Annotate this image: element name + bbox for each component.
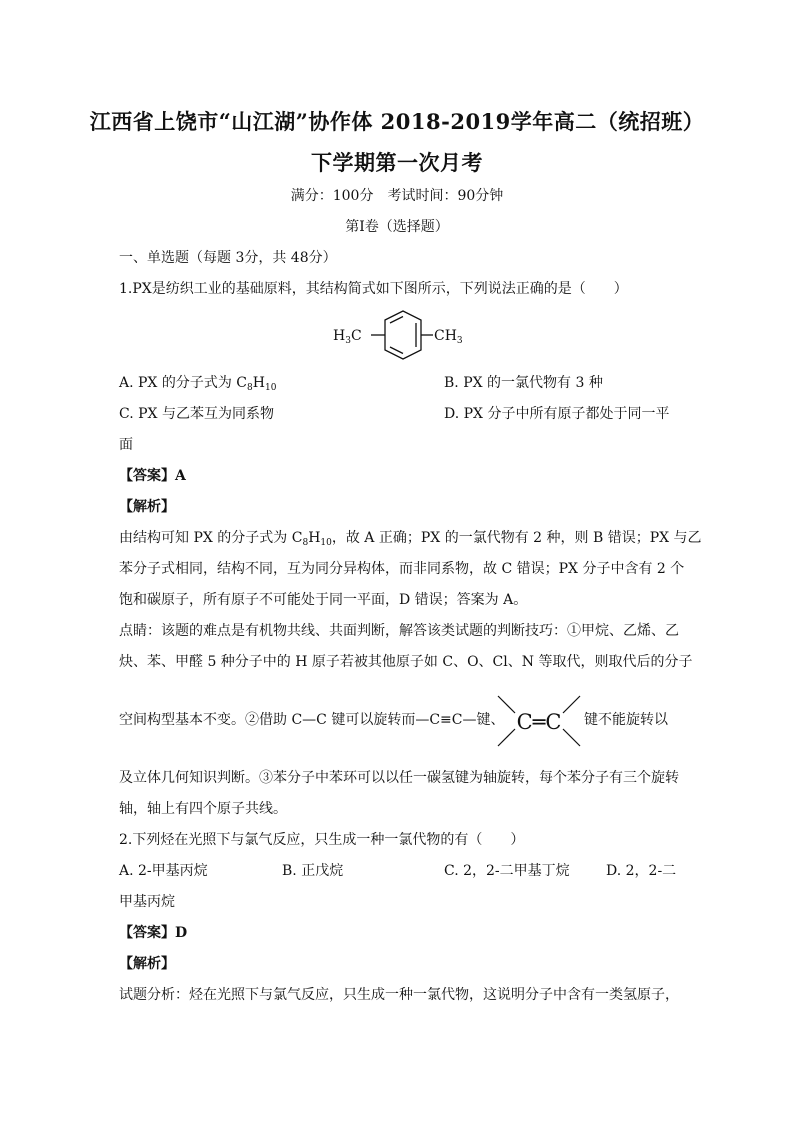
q2-answer: 【答案】D [119, 925, 188, 941]
left-methyl-label: $H_3C$ [333, 328, 362, 346]
px-structure-figure [325, 309, 475, 367]
right-methyl-label: $CH_3$ [434, 328, 463, 346]
q1-analysis-line-1: 由结构可知 PX 的分子式为 $C_8H_{10}$，故 A 正确；PX 的一氯代物有 2 种，则 B 错误；PX 与乙 [119, 530, 702, 548]
q1-tip-line-4: 及立体几何知识判断。③苯分子中苯环可以以任一碳氢键为轴旋转，每个苯分子有三个旋转 [119, 770, 679, 786]
q1-analysis-line-3: 饱和碳原子，所有原子不可能处于同一平面，D 错误；答案为 A。 [119, 592, 528, 608]
q1-option-b: B. PX 的一氯代物有 3 种 [444, 375, 603, 391]
question-1-stem: 1.PX是纺织工业的基础原料，其结构简式如下图所示，下列说法正确的是（ ） [119, 281, 628, 297]
q1-option-c: C. PX 与乙苯互为同系物 [119, 406, 274, 422]
q1-tip-line-2: 炔、苯、甲醛 5 种分子中的 H 原子若被其他原子如 C、O、Cl、N 等取代，则取代后的分子 [119, 654, 693, 670]
p-xylene-structure [325, 309, 475, 367]
exam-meta: 满分：100分 考试时间：90分钟 [290, 188, 504, 204]
section-heading: 第Ⅰ卷（选择题） [345, 219, 449, 235]
q1-analysis-line-2: 苯分子式相同，结构不同，互为同分异构体，而非同系物，故 C 错误；PX 分子中含有 2 个 [119, 561, 685, 577]
q2-option-a: A. 2-甲基丙烷 [119, 863, 208, 879]
q2-analysis-line-1: 试题分析：烃在光照下与氯气反应，只生成一种一氯代物，这说明分子中含有一类氢原子， [119, 987, 679, 1003]
part-heading: 一、单选题（每题 3分，共 48分） [119, 250, 337, 266]
question-2-stem: 2.下列烃在光照下与氯气反应，只生成一种一氯代物的有（ ） [119, 832, 525, 848]
q2-option-d: D. 2，2-二 [606, 863, 677, 879]
double-bond-1 [390, 317, 403, 324]
title-line-1: 江西省上饶市“山江湖”协作体 2018-2019学年高二（统招班） [89, 109, 705, 134]
q1-tip-line-3b: 键不能旋转以 [584, 712, 668, 728]
q1-option-a: A. PX 的分子式为 $C_8H_{10}$ [119, 375, 277, 393]
double-bond-3 [390, 347, 403, 354]
q2-option-d-cont: 甲基丙烷 [119, 894, 175, 910]
q1-option-d-cont: 面 [119, 437, 133, 453]
alkene-label: C═C [516, 710, 562, 734]
q1-analysis-heading: 【解析】 [119, 499, 175, 515]
q1-tip-line-3a: 空间构型基本不变。②借助 C—C 键可以旋转而—C≡C—键、 [119, 712, 505, 728]
alkene-figure [494, 692, 584, 750]
alkene-double-bond-structure [494, 692, 584, 750]
q1-answer: 【答案】A [119, 468, 186, 484]
q1-tip-line-1: 点睛：该题的难点是有机物共线、共面判断，解答该类试题的判断技巧：①甲烷、乙烯、乙 [119, 623, 679, 639]
q2-option-b: B. 正戊烷 [282, 863, 344, 879]
q2-analysis-heading: 【解析】 [119, 956, 175, 972]
q1-tip-line-5: 轴，轴上有四个原子共线。 [119, 801, 287, 817]
title-line-2: 下学期第一次月考 [311, 150, 483, 175]
q2-option-c: C. 2，2-二甲基丁烷 [444, 863, 570, 879]
q1-option-d: D. PX 分子中所有原子都处于同一平 [444, 406, 670, 422]
